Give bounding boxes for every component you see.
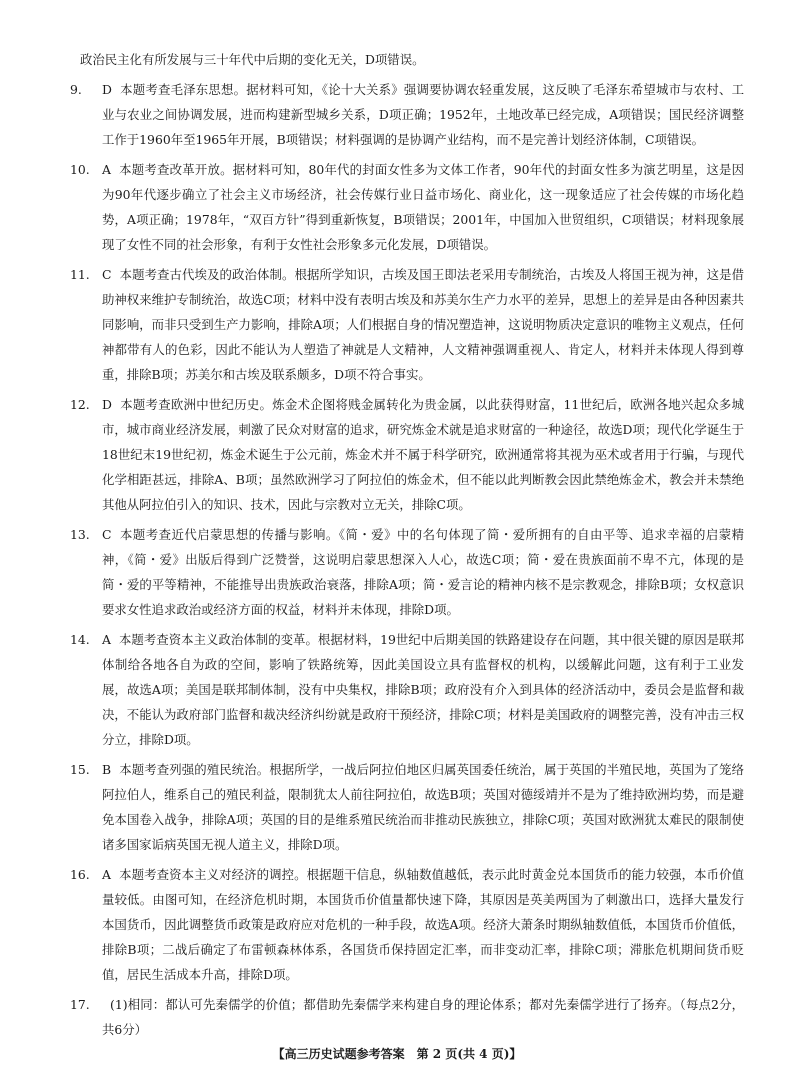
- answer-item: [70, 262, 744, 387]
- item-answer-letter: B: [102, 762, 112, 777]
- item-answer-letter: A: [102, 867, 111, 882]
- item-explanation: 本题考查毛泽东思想。据材料可知，《论十大关系》强调要协调农轻重发展，这反映了毛泽东希望城市与农村、工业与农业之间协调发展，进而构建新型城乡关系，D项正确；1952年，土地改革已经完成，A项错误；国民经济调整工作于1960年至1965年开展，B项错误；材料强调的是协调产业结构，而不是完善计划经济体制，C项错误。: [102, 82, 744, 147]
- item-body: [102, 862, 744, 987]
- answer-list: [70, 77, 744, 1042]
- item-body: [102, 262, 744, 387]
- item-number: 13.: [70, 527, 90, 542]
- answer-item: [70, 627, 744, 752]
- item-number: 14.: [70, 632, 90, 647]
- item-body: [102, 627, 744, 752]
- page-footer: 【高三历史试题参考答案 第 2 页(共 4 页)】: [272, 1047, 522, 1061]
- item-answer-letter: D: [102, 397, 112, 412]
- item-number: 9.: [70, 82, 82, 97]
- answer-item: [70, 77, 744, 152]
- continuation-text: 政治民主化有所发展与三十年代中后期的变化无关，D项错误。: [80, 52, 425, 67]
- item-explanation: 本题考查近代启蒙思想的传播与影响。《简・爱》中的名句体现了简・爱所拥有的自由平等、追求幸福的启蒙精神，《简・爱》出版后得到广泛赞誉，这说明启蒙思想深入人心，故选C项；简・爱在贵族面前不卑不亢，体现的是简・爱的平等精神，不能推导出贵族政治衰落，排除A项；简・爱言论的精神内核不是宗教观念，排除B项；女权意识要求女性追求政治或经济方面的权益，材料并未体现，排除D项。: [102, 527, 744, 617]
- item-explanation: 本题考查改革开放。据材料可知，80年代的封面女性多为文体工作者，90年代的封面女性多为演艺明星，这是因为90年代逐步确立了社会主义市场经济，社会传媒行业日益市场化、商业化，这一现象适应了社会传媒的市场化趋势，A项正确；1978年，“双百方针”得到重新恢复，B项错误；2001年，中国加入世贸组织，C项错误；材料现象展现了女性不同的社会形象，有利于女性社会形象多元化发展，D项错误。: [102, 162, 744, 252]
- item-explanation: 本题考查资本主义对经济的调控。根据题干信息，纵轴数值越低，表示此时黄金兑本国货币的能力较强，本币价值量较低。由图可知，在经济危机时期，本国货币价值量都快速下降，其原因是英美两国为了刺激出口，选择大量发行本国货币，因此调整货币政策是政府应对危机的一种手段，故选A项。经济大萧条时期纵轴数值低，本国货币价值低，排除B项；二战后确定了布雷顿森林体系，各国货币保持固定汇率，而非变动汇率，排除C项；滞胀危机期间货币贬值，居民生活成本升高，排除D项。: [102, 867, 744, 982]
- item-body: [102, 522, 744, 622]
- item-number: 15.: [70, 762, 90, 777]
- item-answer-letter: A: [102, 162, 111, 177]
- item-explanation: (1)相同：都认可先秦儒学的价值；都借助先秦儒学来构建自身的理论体系；都对先秦儒学进行了扬弃。（每点2分，共6分）: [102, 997, 744, 1037]
- item-body: [102, 757, 744, 857]
- answer-item: [70, 757, 744, 857]
- item-number: 11.: [70, 267, 90, 282]
- item-number: 16.: [70, 867, 90, 882]
- item-body: [102, 392, 744, 517]
- answer-item: [70, 992, 744, 1042]
- answer-item: [70, 157, 744, 257]
- answer-item: [70, 392, 744, 517]
- item-body: [102, 77, 744, 152]
- item-number: 10.: [70, 162, 90, 177]
- item-explanation: 本题考查列强的殖民统治。根据所学，一战后阿拉伯地区归属英国委任统治，属于英国的半殖民地，英国为了笼络阿拉伯人，维系自己的殖民利益，限制犹太人前往阿拉伯，故选B项；英国对德绥靖并不是为了维持欧洲均势，而是避免本国卷入战争，排除A项；英国的目的是维系殖民统治而非推动民族独立，排除C项；英国对欧洲犹太难民的限制使诸多国家诟病英国无视人道主义，排除D项。: [102, 762, 744, 852]
- item-number: 17.: [70, 997, 90, 1012]
- item-explanation: 本题考查资本主义政治体制的变革。根据材料，19世纪中后期美国的铁路建设存在问题，其中很关键的原因是联邦体制给各地各自为政的空间，影响了铁路统筹，因此美国设立具有监督权的机构，以缓解此问题，这有利于工业发展，故选A项；美国是联邦制体制，没有中央集权，排除B项；政府没有介入到具体的经济活动中，委员会是监督和裁决，不能认为政府部门监督和裁决经济纠纷就是政府干预经济，排除C项；材料是美国政府的调整完善，没有冲击三权分立，排除D项。: [102, 632, 744, 747]
- item-explanation: 本题考查古代埃及的政治体制。根据所学知识，古埃及国王即法老采用专制统治，古埃及人将国王视为神，这是借助神权来维护专制统治，故选C项；材料中没有表明古埃及和苏美尔生产力水平的差异，思想上的差异是由各种因素共同影响，而非只受到生产力影响，排除A项；人们根据自身的情况塑造神，这说明物质决定意识的唯物主义观点，任何神都带有人的色彩，因此不能认为人塑造了神就是人文精神，人文精神强调重视人、肯定人，材料并未体现人得到尊重，排除B项；苏美尔和古埃及联系颇多，D项不符合事实。: [102, 267, 744, 382]
- answer-item: [70, 862, 744, 987]
- item-body: [102, 157, 744, 257]
- item-number: 12.: [70, 397, 90, 412]
- item-answer-letter: A: [102, 632, 111, 647]
- item-answer-letter: C: [102, 527, 112, 542]
- answer-item: [70, 522, 744, 622]
- item-answer-letter: D: [102, 82, 112, 97]
- item-body: [102, 992, 744, 1042]
- item-explanation: 本题考查欧洲中世纪历史。炼金术企图将贱金属转化为贵金属，以此获得财富，11世纪后，欧洲各地兴起众多城市，城市商业经济发展，刺激了民众对财富的追求，研究炼金术就是追求财富的一种途径，故选D项；现代化学诞生于18世纪末19世纪初，炼金术诞生于公元前，炼金术并不属于科学研究，欧洲通常将其视为巫术或者用于行骗，与现代化学相距甚远，排除A、B项；虽然欧洲学习了阿拉伯的炼金术，但不能以此判断教会因此禁绝炼金术，教会并未禁绝其他从阿拉伯引入的知识、技术，因此与宗教对立无关，排除C项。: [102, 397, 744, 512]
- item-answer-letter: C: [102, 267, 112, 282]
